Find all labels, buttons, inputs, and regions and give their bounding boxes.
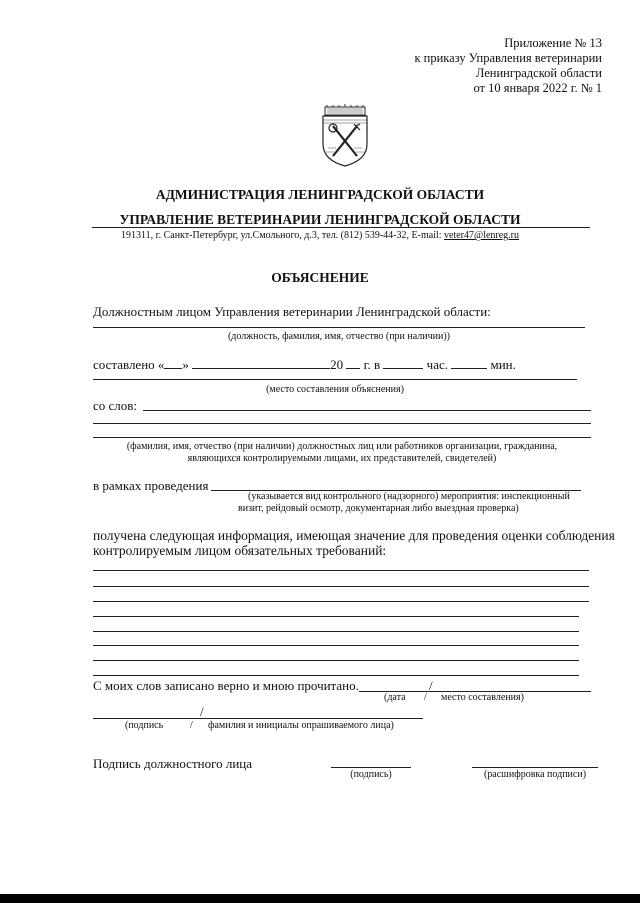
info-line-blank-7[interactable]	[93, 660, 579, 661]
signature-caption: (подпись)	[350, 769, 392, 780]
info-line-blank-8[interactable]	[93, 675, 579, 676]
hours-field[interactable]	[383, 356, 423, 369]
g-v-text: г. в	[363, 357, 381, 372]
persons-caption-line-2: являющихся контролируемыми лицами, их представителей, свидетелей)	[187, 453, 497, 464]
info-paragraph	[93, 528, 615, 558]
place-caption: (место составления объяснения)	[266, 384, 404, 395]
event-caption-line-2: визит, рейдовый осмотр, документарная либо выездная проверка)	[238, 503, 519, 514]
compiled-prefix: составлено «	[93, 357, 165, 372]
date-caption: (дата	[384, 692, 406, 703]
appendix-date: от 10 января 2022 г. № 1	[473, 81, 602, 95]
info-line-blank-3[interactable]	[93, 601, 589, 602]
appendix-order: к приказу Управления ветеринарии	[414, 51, 602, 65]
place-line[interactable]	[93, 379, 577, 380]
email-link[interactable]: veter47@lenreg.ru	[444, 230, 520, 241]
scan-edge-bar	[0, 894, 640, 903]
year-prefix: 20	[330, 357, 344, 372]
appendix-region: Ленинградской области	[475, 66, 602, 80]
decoding-line[interactable]	[472, 767, 598, 768]
minutes-field[interactable]	[451, 356, 487, 369]
compiled-row	[93, 356, 516, 372]
date-caption-slash: /	[424, 692, 427, 703]
date-slash: /	[429, 678, 433, 693]
day-field[interactable]	[164, 356, 182, 369]
appendix-number: Приложение № 13	[504, 36, 602, 50]
official-line[interactable]	[93, 327, 585, 328]
info-line-blank-1[interactable]	[93, 570, 589, 571]
info-line-blank-6[interactable]	[93, 645, 579, 646]
persons-caption-line-1: (фамилия, имя, отчество (при наличии) должностных лиц или работников организации, гражданина,	[126, 441, 558, 452]
info-line-blank-2[interactable]	[93, 586, 589, 587]
official-sign-label: Подпись должностного лица	[93, 756, 253, 771]
year-field[interactable]	[346, 356, 360, 369]
event-caption	[238, 491, 598, 515]
hours-text: час.	[426, 357, 448, 372]
minutes-text: мин.	[490, 357, 516, 372]
official-label: Должностным лицом Управления ветеринарии Ленинградской области:	[93, 304, 491, 319]
recorded-statement: С моих слов записано верно и мною прочитано.	[93, 678, 359, 693]
sign-caption: (подпись	[125, 720, 164, 731]
info-line-2: контролируемым лицом обязательных требований:	[93, 543, 387, 558]
interviewee-slash: /	[200, 704, 204, 719]
official-signature-line[interactable]	[331, 767, 411, 768]
department-address	[0, 230, 640, 242]
event-caption-line-1: (указывается вид контрольного (надзорного) мероприятия: инспекционный	[248, 491, 570, 502]
department-title: УПРАВЛЕНИЕ ВЕТЕРИНАРИИ ЛЕНИНГРАДСКОЙ ОБЛАСТИ	[119, 212, 521, 227]
appendix-note	[342, 36, 602, 96]
info-line-1: получена следующая информация, имеющая значение для проведения оценки соблюдения	[93, 528, 615, 543]
from-words-label: со слов:	[93, 398, 138, 413]
coat-of-arms-icon	[320, 104, 370, 168]
from-words-line-2[interactable]	[93, 423, 591, 424]
in-frame-label: в рамках проведения	[93, 478, 209, 493]
info-line-blank-5[interactable]	[93, 631, 579, 632]
interviewee-sign-line[interactable]	[93, 718, 423, 719]
address-text: 191311, г. Санкт-Петербург, ул.Смольного, д.3, тел. (812) 539-44-32, E-mail:	[120, 230, 444, 241]
from-words-line-3[interactable]	[93, 437, 591, 438]
sign-caption-slash: /	[190, 720, 193, 731]
document-title: ОБЪЯСНЕНИЕ	[271, 270, 369, 285]
department-underline	[92, 227, 590, 228]
persons-caption	[93, 441, 591, 465]
decoding-caption: (расшифровка подписи)	[483, 769, 587, 780]
admin-title: АДМИНИСТРАЦИЯ ЛЕНИНГРАДСКОЙ ОБЛАСТИ	[155, 187, 485, 202]
interviewee-caption: фамилия и инициалы опрашиваемого лица)	[208, 720, 394, 731]
from-words-line-1[interactable]	[143, 410, 591, 411]
place-of-compilation-caption: место составления)	[441, 692, 524, 703]
official-caption: (должность, фамилия, имя, отчество (при наличии))	[227, 331, 451, 342]
info-line-blank-4[interactable]	[93, 616, 579, 617]
compiled-quote: »	[182, 357, 189, 372]
month-field[interactable]	[192, 356, 330, 369]
